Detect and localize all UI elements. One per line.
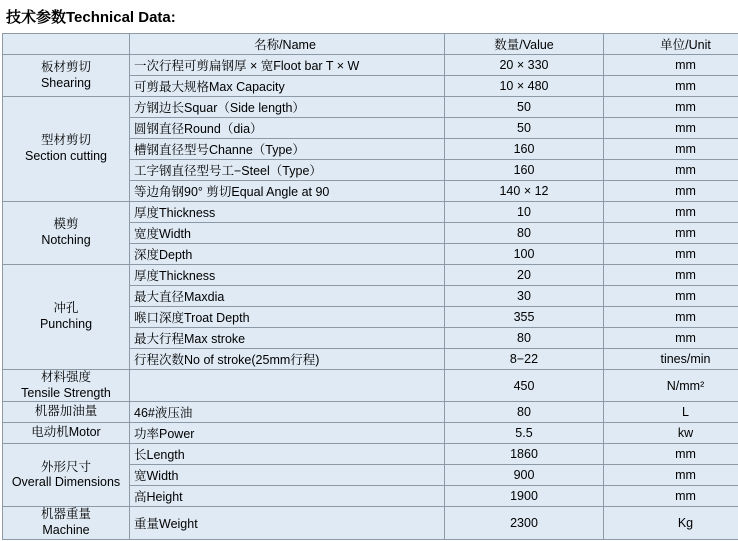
row-unit: mm xyxy=(604,202,738,223)
table-row xyxy=(3,97,738,118)
row-unit: mm xyxy=(604,181,738,202)
category-label-cn: 板材剪切 xyxy=(40,59,91,74)
row-value: 20 × 330 xyxy=(445,55,604,76)
row-name: 最大行程Max stroke xyxy=(130,328,445,349)
row-value: 900 xyxy=(445,465,604,486)
row-value: 160 xyxy=(445,160,604,181)
row-value: 50 xyxy=(445,118,604,139)
row-category xyxy=(3,423,130,444)
row-name: 重量Weight xyxy=(130,507,445,539)
row-unit: mm xyxy=(604,139,738,160)
row-unit: mm xyxy=(604,55,738,76)
category-label-cn: 材料强度 xyxy=(40,370,91,384)
header-category xyxy=(3,34,130,55)
row-name: 厚度Thickness xyxy=(130,265,445,286)
header-value: 数量/Value xyxy=(445,34,604,55)
row-name: 喉口深度Troat Depth xyxy=(130,307,445,328)
category-label-en: Punching xyxy=(39,317,93,331)
category-label-en: Overall Dimensions xyxy=(11,475,121,490)
category-label-cn: 模剪 xyxy=(53,217,79,232)
row-name: 行程次数No of stroke(25mm行程) xyxy=(130,349,445,370)
row-category xyxy=(3,402,130,423)
row-value: 80 xyxy=(445,328,604,349)
row-unit: mm xyxy=(604,97,738,118)
row-unit: mm xyxy=(604,286,738,307)
row-name: 方钢边长Squar（Side length） xyxy=(130,97,445,118)
table-row xyxy=(3,507,738,539)
category-label-en: Tensile Strength xyxy=(21,385,111,400)
header-unit: 单位/Unit xyxy=(604,34,738,55)
row-unit: mm xyxy=(604,307,738,328)
row-unit: N/mm² xyxy=(604,370,738,402)
row-unit: mm xyxy=(604,160,738,181)
table-header xyxy=(3,34,738,55)
row-unit: kw xyxy=(604,423,738,444)
row-unit: Kg xyxy=(604,507,738,539)
row-unit: mm xyxy=(604,76,738,97)
row-unit: mm xyxy=(604,244,738,265)
category-label-cn: 电动机Motor xyxy=(31,425,101,440)
row-unit: tines/min xyxy=(604,349,738,370)
row-name: 功率Power xyxy=(130,423,445,444)
row-name: 一次行程可剪扁钢厚 × 宽Floot bar T × W xyxy=(130,55,445,76)
row-value: 450 xyxy=(445,370,604,402)
row-name: 等边角钢90° 剪切Equal Angle at 90 xyxy=(130,181,445,202)
category-label-en: Section cutting xyxy=(25,149,107,163)
technical-data-table xyxy=(2,33,738,540)
row-value: 80 xyxy=(445,402,604,423)
row-category xyxy=(3,507,130,539)
row-category xyxy=(3,97,130,202)
table-row xyxy=(3,202,738,223)
row-value: 8−22 xyxy=(445,349,604,370)
table-body xyxy=(3,55,738,540)
row-value: 355 xyxy=(445,307,604,328)
row-unit: mm xyxy=(604,265,738,286)
row-name: 可剪最大规格Max Capacity xyxy=(130,76,445,97)
row-unit: mm xyxy=(604,223,738,244)
row-unit: mm xyxy=(604,328,738,349)
row-value: 1900 xyxy=(445,486,604,507)
row-name: 最大直径Maxdia xyxy=(130,286,445,307)
row-value: 20 xyxy=(445,265,604,286)
row-value: 80 xyxy=(445,223,604,244)
row-unit: mm xyxy=(604,465,738,486)
table-row xyxy=(3,370,738,402)
category-label-en: Machine xyxy=(42,522,90,537)
row-value: 50 xyxy=(445,97,604,118)
row-category xyxy=(3,202,130,265)
row-name: 宽度Width xyxy=(130,223,445,244)
row-value: 160 xyxy=(445,139,604,160)
row-value: 140 × 12 xyxy=(445,181,604,202)
row-value: 5.5 xyxy=(445,423,604,444)
row-unit: mm xyxy=(604,444,738,465)
page-title: 技术参数Technical Data: xyxy=(6,9,176,26)
table-header-row xyxy=(3,34,738,55)
table-row xyxy=(3,444,738,465)
row-value: 30 xyxy=(445,286,604,307)
row-value: 2300 xyxy=(445,507,604,539)
table-row xyxy=(3,265,738,286)
row-unit: mm xyxy=(604,118,738,139)
category-label-en: Shearing xyxy=(40,75,92,90)
category-label-cn: 机器重量 xyxy=(40,507,91,522)
header-name: 名称/Name xyxy=(130,34,445,55)
row-name: 厚度Thickness xyxy=(130,202,445,223)
table-row xyxy=(3,402,738,423)
row-name: 圆钢直径Round（dia） xyxy=(130,118,445,139)
row-name: 深度Depth xyxy=(130,244,445,265)
row-value: 10 xyxy=(445,202,604,223)
row-category xyxy=(3,55,130,97)
row-category xyxy=(3,265,130,370)
row-name: 高Height xyxy=(130,486,445,507)
table-row xyxy=(3,423,738,444)
row-unit: mm xyxy=(604,486,738,507)
row-value: 10 × 480 xyxy=(445,76,604,97)
category-label-cn: 外形尺寸 xyxy=(40,459,91,474)
row-name: 长Length xyxy=(130,444,445,465)
row-name: 工字钢直径型号工−Steel（Type） xyxy=(130,160,445,181)
category-label-cn: 型材剪切 xyxy=(40,133,91,148)
row-category xyxy=(3,444,130,507)
row-name: 宽Width xyxy=(130,465,445,486)
row-value: 1860 xyxy=(445,444,604,465)
row-name: 槽钢直径型号Channe（Type） xyxy=(130,139,445,160)
row-value: 100 xyxy=(445,244,604,265)
category-label-cn: 冲孔 xyxy=(53,301,79,316)
row-category xyxy=(3,370,130,402)
category-label-cn: 机器加油量 xyxy=(34,404,98,419)
table-row xyxy=(3,55,738,76)
category-label-en: Notching xyxy=(41,233,91,247)
row-unit: L xyxy=(604,402,738,423)
row-name: 46#液压油 xyxy=(130,402,445,423)
row-name xyxy=(130,370,445,402)
